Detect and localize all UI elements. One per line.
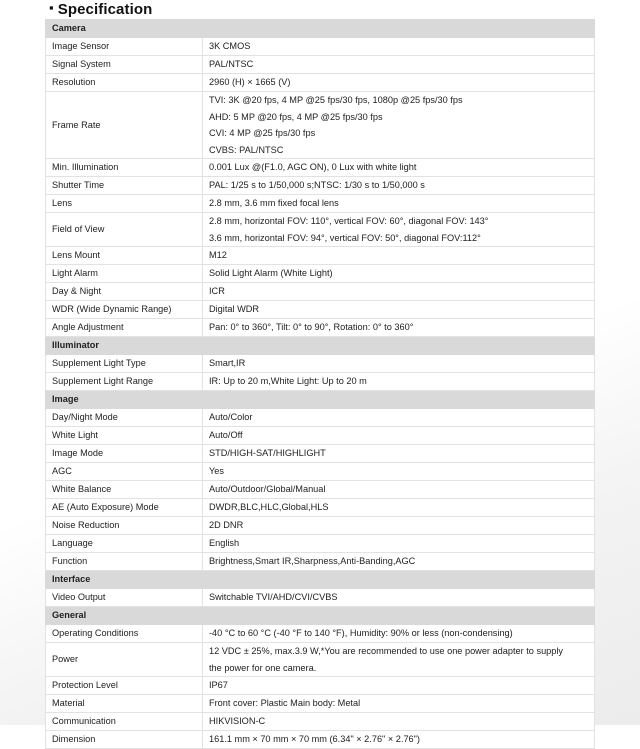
- spec-value: [203, 92, 595, 159]
- spec-value: 161.1 mm × 70 mm × 70 mm (6.34" × 2.76" × 2.76"): [203, 731, 595, 749]
- spec-value-line: CVBS: PAL/NTSC: [209, 144, 284, 155]
- spec-row: [46, 445, 595, 463]
- spec-value-line: TVI: 3K @20 fps, 4 MP @25 fps/30 fps, 1080p @25 fps/30 fps: [209, 95, 463, 105]
- specification-table: [45, 19, 595, 749]
- spec-row: [46, 535, 595, 553]
- spec-value: 3K CMOS: [203, 38, 595, 56]
- spec-value: 2960 (H) × 1665 (V): [203, 74, 595, 92]
- spec-value: Pan: 0° to 360°, Tilt: 0° to 90°, Rotation: 0° to 360°: [203, 319, 595, 337]
- spec-value: IR: Up to 20 m,White Light: Up to 20 m: [203, 373, 595, 391]
- section-title: Interface: [46, 571, 595, 589]
- spec-row: [46, 177, 595, 195]
- title-text: Specification: [57, 1, 153, 18]
- spec-value: IP67: [203, 677, 595, 695]
- spec-value: Auto/Color: [203, 409, 595, 427]
- spec-row: [46, 553, 595, 571]
- spec-label: Dimension: [46, 731, 203, 749]
- spec-value: 2.8 mm, 3.6 mm fixed focal lens: [203, 195, 595, 213]
- spec-value: HIKVISION-C: [203, 713, 595, 731]
- spec-row: [46, 213, 595, 247]
- section-title: Image: [46, 391, 595, 409]
- spec-value-line: CVI: 4 MP @25 fps/30 fps: [209, 128, 316, 138]
- spec-label: Frame Rate: [46, 92, 203, 159]
- spec-row: [46, 463, 595, 481]
- spec-label: AE (Auto Exposure) Mode: [46, 499, 203, 517]
- section-header-camera: [46, 20, 595, 38]
- spec-value: Solid Light Alarm (White Light): [203, 265, 595, 283]
- spec-value: -40 °C to 60 °C (-40 °F to 140 °F), Humidity: 90% or less (non-condensing): [203, 625, 595, 643]
- section-header-interface: [46, 571, 595, 589]
- spec-row: [46, 159, 595, 177]
- spec-row: [46, 265, 595, 283]
- spec-value: ICR: [203, 283, 595, 301]
- spec-row: [46, 713, 595, 731]
- spec-label: Image Sensor: [46, 38, 203, 56]
- spec-value: [203, 213, 595, 247]
- spec-row: [46, 301, 595, 319]
- spec-label: Function: [46, 553, 203, 571]
- spec-value: Auto/Outdoor/Global/Manual: [203, 481, 595, 499]
- spec-value: PAL/NTSC: [203, 56, 595, 74]
- spec-label: Day & Night: [46, 283, 203, 301]
- spec-label: Supplement Light Range: [46, 373, 203, 391]
- spec-label: Angle Adjustment: [46, 319, 203, 337]
- spec-value: Auto/Off: [203, 427, 595, 445]
- spec-row: [46, 92, 595, 159]
- spec-row: [46, 409, 595, 427]
- spec-row: [46, 355, 595, 373]
- spec-value: STD/HIGH-SAT/HIGHLIGHT: [203, 445, 595, 463]
- section-title: Camera: [46, 20, 595, 38]
- section-header-illuminator: [46, 337, 595, 355]
- spec-value: DWDR,BLC,HLC,Global,HLS: [203, 499, 595, 517]
- bullet-icon: ▪: [49, 0, 54, 15]
- spec-label: Supplement Light Type: [46, 355, 203, 373]
- spec-row: [46, 517, 595, 535]
- spec-label: Communication: [46, 713, 203, 731]
- spec-row: [46, 677, 595, 695]
- spec-value: Switchable TVI/AHD/CVI/CVBS: [203, 589, 595, 607]
- spec-label: Lens Mount: [46, 247, 203, 265]
- section-title: General: [46, 607, 595, 625]
- spec-value-line: 3.6 mm, horizontal FOV: 94°, vertical FOV: 50°, diagonal FOV:112°: [209, 232, 481, 243]
- section-header-image: [46, 391, 595, 409]
- spec-row: [46, 247, 595, 265]
- spec-label: Signal System: [46, 56, 203, 74]
- spec-label: Min. Illumination: [46, 159, 203, 177]
- spec-value: Smart,IR: [203, 355, 595, 373]
- spec-value: [203, 643, 595, 677]
- spec-row: [46, 56, 595, 74]
- spec-row: [46, 427, 595, 445]
- section-title: Illuminator: [46, 337, 595, 355]
- spec-label: Operating Conditions: [46, 625, 203, 643]
- spec-value: Yes: [203, 463, 595, 481]
- spec-label: Image Mode: [46, 445, 203, 463]
- spec-row: [46, 499, 595, 517]
- spec-row: [46, 283, 595, 301]
- spec-row: [46, 625, 595, 643]
- spec-row: [46, 74, 595, 92]
- spec-label: Day/Night Mode: [46, 409, 203, 427]
- spec-label: White Light: [46, 427, 203, 445]
- spec-value: Brightness,Smart IR,Sharpness,Anti-Banding,AGC: [203, 553, 595, 571]
- spec-label: Lens: [46, 195, 203, 213]
- spec-label: Material: [46, 695, 203, 713]
- spec-label: Light Alarm: [46, 265, 203, 283]
- spec-row: [46, 695, 595, 713]
- page-title: [49, 0, 152, 19]
- spec-label: Field of View: [46, 213, 203, 247]
- spec-value: 0.001 Lux @(F1.0, AGC ON), 0 Lux with white light: [203, 159, 595, 177]
- spec-value-line: 2.8 mm, horizontal FOV: 110°, vertical FOV: 60°, diagonal FOV: 143°: [209, 216, 489, 226]
- spec-value-line: the power for one camera.: [209, 662, 317, 673]
- spec-row: [46, 373, 595, 391]
- spec-value: PAL: 1/25 s to 1/50,000 s;NTSC: 1/30 s to 1/50,000 s: [203, 177, 595, 195]
- spec-label: Noise Reduction: [46, 517, 203, 535]
- spec-label: Resolution: [46, 74, 203, 92]
- spec-label: Protection Level: [46, 677, 203, 695]
- spec-label: Power: [46, 643, 203, 677]
- spec-row: [46, 195, 595, 213]
- spec-label: Shutter Time: [46, 177, 203, 195]
- spec-value: Front cover: Plastic Main body: Metal: [203, 695, 595, 713]
- spec-row: [46, 38, 595, 56]
- section-header-general: [46, 607, 595, 625]
- spec-row: [46, 481, 595, 499]
- spec-value-line: AHD: 5 MP @20 fps, 4 MP @25 fps/30 fps: [209, 111, 383, 122]
- spec-row: [46, 319, 595, 337]
- spec-label: Language: [46, 535, 203, 553]
- spec-value: Digital WDR: [203, 301, 595, 319]
- spec-row: [46, 643, 595, 677]
- spec-value-line: 12 VDC ± 25%, max.3.9 W,*You are recommended to use one power adapter to supply: [209, 646, 564, 656]
- spec-label: WDR (Wide Dynamic Range): [46, 301, 203, 319]
- spec-value: M12: [203, 247, 595, 265]
- spec-label: Video Output: [46, 589, 203, 607]
- spec-value: 2D DNR: [203, 517, 595, 535]
- spec-label: White Balance: [46, 481, 203, 499]
- spec-row: [46, 731, 595, 749]
- spec-label: AGC: [46, 463, 203, 481]
- spec-value: English: [203, 535, 595, 553]
- spec-row: [46, 589, 595, 607]
